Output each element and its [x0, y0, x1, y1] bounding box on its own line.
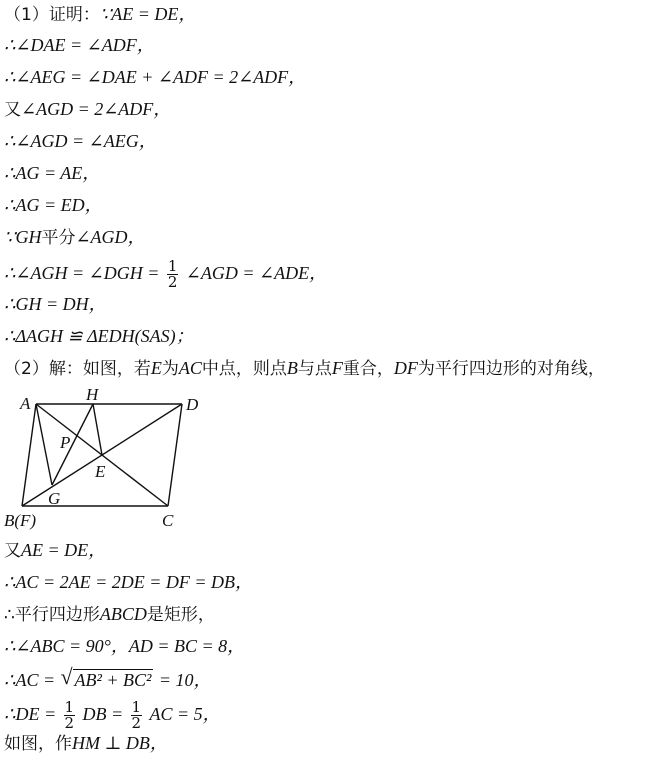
math-text: ∴GH = DH， [4, 294, 107, 314]
cjk-text: 又 [4, 541, 21, 561]
proof-line-3 [4, 63, 306, 91]
proof-line-11 [4, 322, 194, 350]
cjk-text: 为 [161, 359, 179, 379]
math-text: ∠AGD = ∠ADE， [185, 263, 328, 283]
label-C: C [162, 511, 174, 530]
solution-line-2 [4, 536, 106, 564]
math-text: ∴ΔAGH ≌ ΔEDH(SAS)； [4, 326, 194, 346]
math-text: ∵GH [4, 227, 42, 247]
math-text: DF [393, 358, 418, 378]
math-text: E [150, 358, 162, 378]
math-text: HM ⊥ DB， [72, 733, 168, 753]
math-text: ∴∠ABC = 90°，AD = BC = 8， [4, 636, 246, 656]
label-E: E [95, 462, 106, 481]
math-text: DB = [82, 704, 124, 724]
cjk-text: 又 [4, 100, 21, 120]
cjk-text: 重合， [342, 359, 394, 379]
math-text: = 10， [158, 670, 212, 690]
segment-BA [22, 404, 36, 506]
math-text: ∴∠AGD = ∠AEG， [4, 131, 157, 151]
proof-line-8 [4, 223, 146, 251]
cjk-text: ∴平行四边形 [4, 605, 100, 625]
solution-line-8 [4, 729, 168, 757]
proof-line-10 [4, 290, 107, 318]
math-text: AE = DE， [21, 540, 107, 560]
math-text: ∴AC = [4, 670, 56, 690]
segment-DC [168, 404, 182, 506]
proof-line-7 [4, 191, 103, 219]
math-text: ∴∠DAE = ∠ADF， [4, 35, 155, 55]
math-text: ∴AG = AE， [4, 163, 101, 183]
proof-line-9 [4, 256, 327, 290]
math-text: ∴∠AEG = ∠DAE + ∠ADF = 2∠ADF， [4, 67, 307, 87]
parallelogram-diagram [0, 386, 220, 536]
math-text: ∵AE = DE， [99, 4, 197, 24]
cjk-text: 中点，则点 [201, 359, 287, 379]
math-text: ∠AGD， [75, 227, 146, 247]
label-BF: B(F) [4, 511, 37, 530]
solution-line-5 [4, 632, 245, 660]
part1-label: （1）证明： [4, 5, 100, 25]
math-text: AC = 5， [149, 704, 221, 724]
math-text: ABCD [99, 604, 147, 624]
proof-line-4 [4, 95, 171, 123]
proof-line-2 [4, 31, 155, 59]
solution-line-6 [4, 664, 212, 696]
fraction-half: $\frac{1}{2}$ [167, 257, 178, 291]
label-H: H [86, 386, 99, 404]
square-root: √ AB² + BC² [60, 664, 152, 690]
solution-line-3 [4, 568, 253, 596]
math-text: B [286, 358, 298, 378]
proof-line-1 [4, 0, 196, 28]
math-text: ∴∠AGH = ∠DGH = [4, 263, 160, 283]
math-text: ∴DE = [4, 704, 57, 724]
cjk-text: 与点 [297, 359, 332, 379]
solution-line-4 [4, 600, 215, 628]
math-text: ∴AC = 2AE = 2DE = DF = DB， [4, 572, 254, 592]
fraction-half: $\frac{1}{2}$ [131, 698, 142, 732]
proof-line-5 [4, 127, 157, 155]
label-D: D [186, 395, 199, 414]
label-A: A [20, 394, 31, 413]
fraction-half: $\frac{1}{2}$ [64, 698, 75, 732]
cjk-text: （2）解：如图，若 [4, 359, 151, 379]
label-P: P [60, 433, 71, 452]
segment-HE [93, 404, 102, 455]
solution-line-7 [4, 697, 221, 731]
solution-line-1 [4, 354, 605, 382]
label-G: G [48, 489, 61, 508]
cjk-text: 是矩形， [146, 605, 215, 625]
math-text: F [331, 358, 343, 378]
cjk-text: 如图，作 [4, 734, 72, 754]
math-text: ∴AG = ED， [4, 195, 103, 215]
proof-line-6 [4, 159, 100, 187]
segment-AG [36, 404, 52, 485]
segment-GH [52, 404, 93, 485]
math-text: AC [178, 358, 202, 378]
math-text: ∠AGD = 2∠ADF， [21, 99, 172, 119]
cjk-text: 为平行四边形的对角线， [417, 359, 605, 379]
cjk-text: 平分 [41, 228, 76, 248]
